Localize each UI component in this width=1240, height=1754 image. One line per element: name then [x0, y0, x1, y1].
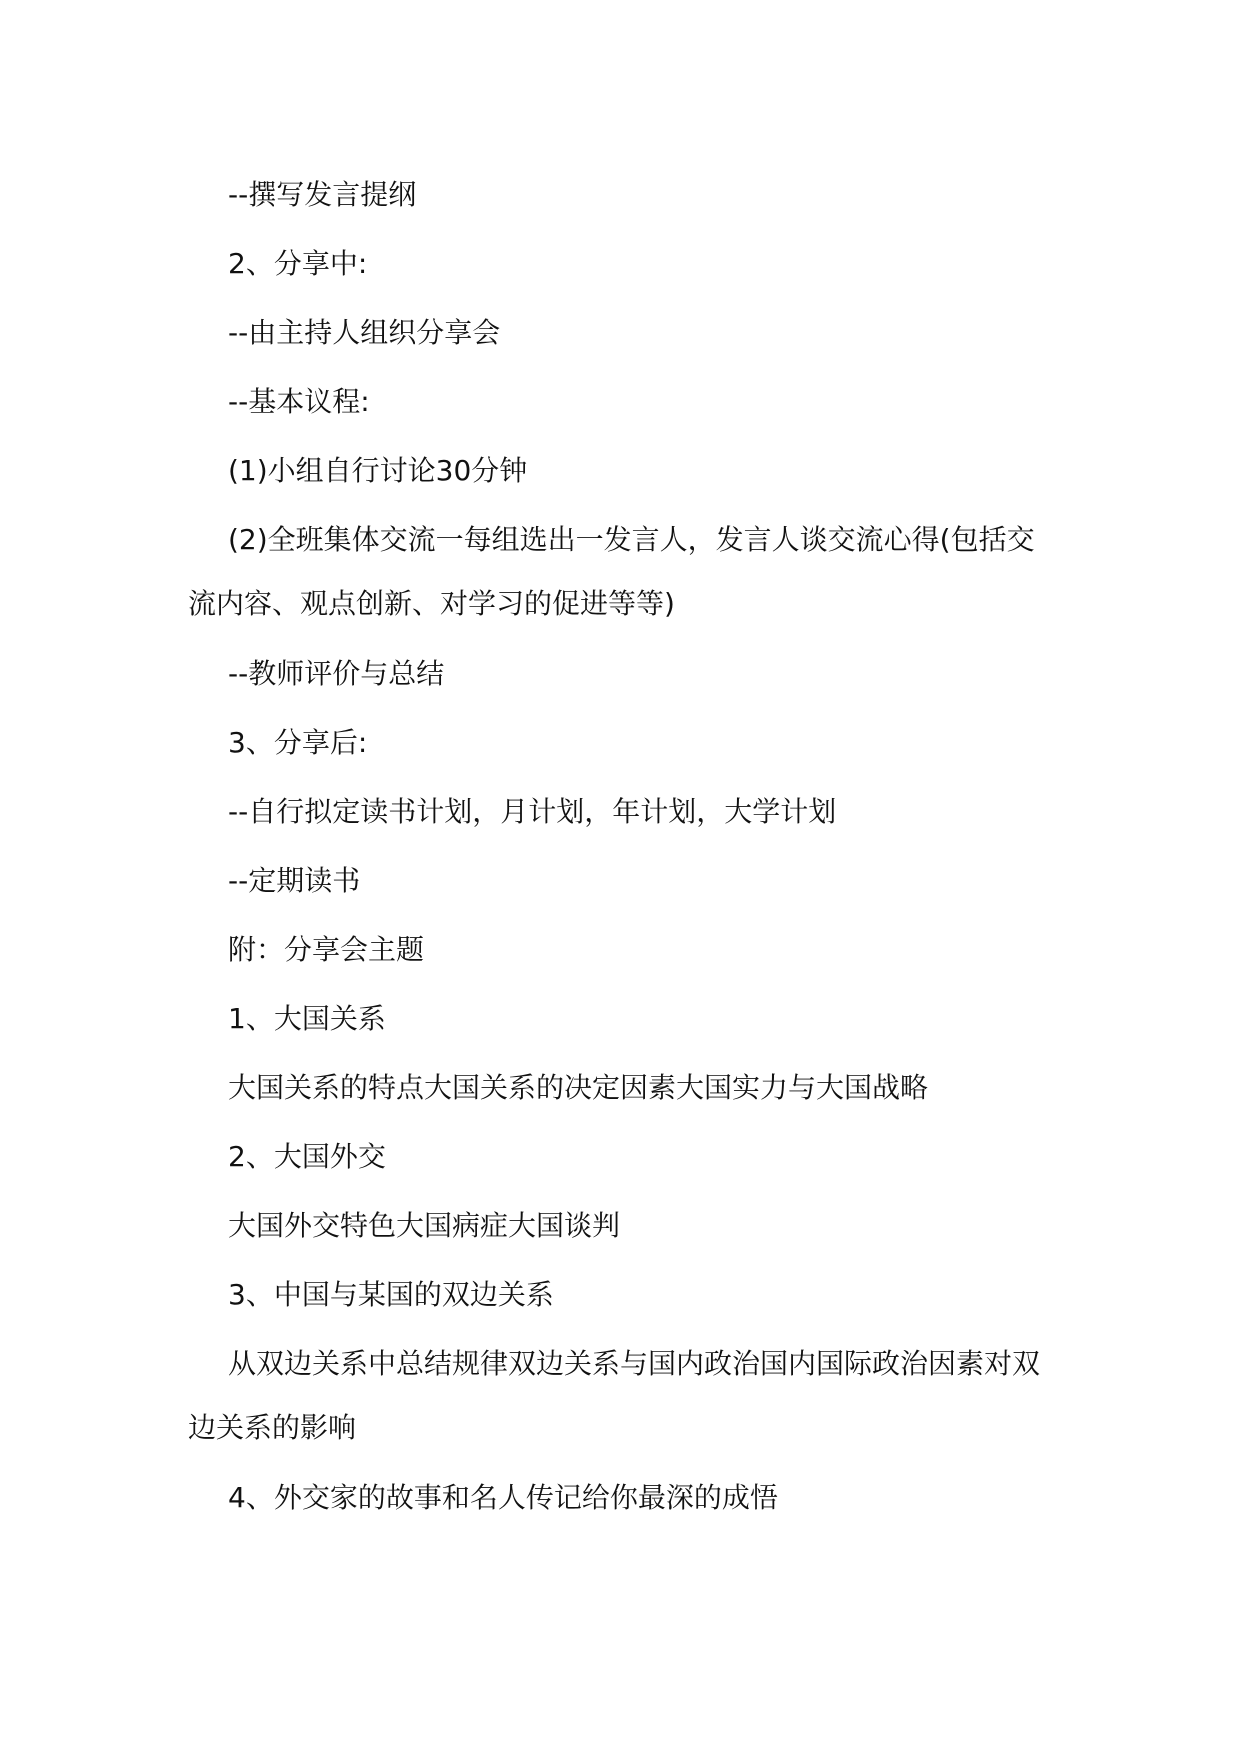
paragraph-reading-plan: --自行拟定读书计划，月计划，年计划，大学计划	[228, 795, 837, 828]
heading-appendix-topics: 附：分享会主题	[228, 933, 425, 966]
paragraph-agenda-item-2: (2)全班集体交流一每组选出一发言人，发言人谈交流心得(包括交流内容、观点创新、对学习的促进等等)	[188, 523, 1035, 620]
paragraph-regular-reading: --定期读书	[228, 864, 361, 897]
heading-topic-3: 3、中国与某国的双边关系	[228, 1278, 554, 1311]
paragraph-topic-3-detail: 从双边关系中总结规律双边关系与国内政治国内国际政治因素对双边关系的影响	[188, 1347, 1041, 1444]
heading-topic-4: 4、外交家的故事和名人传记给你最深的成悟	[228, 1481, 778, 1514]
heading-after-sharing: 3、分享后:	[228, 726, 368, 759]
paragraph-topic-2-detail: 大国外交特色大国病症大国谈判	[228, 1209, 621, 1242]
paragraph-host: --由主持人组织分享会	[228, 316, 501, 349]
paragraph-agenda: --基本议程:	[228, 385, 370, 418]
paragraph-agenda-item-1: (1)小组自行讨论30分钟	[228, 454, 528, 487]
heading-topic-2: 2、大国外交	[228, 1140, 386, 1173]
paragraph-topic-1-detail: 大国关系的特点大国关系的决定因素大国实力与大国战略	[228, 1071, 929, 1104]
heading-during-sharing: 2、分享中:	[228, 247, 368, 280]
heading-topic-1: 1、大国关系	[228, 1002, 386, 1035]
paragraph-teacher-review: --教师评价与总结	[228, 657, 445, 690]
paragraph-outline: --撰写发言提纲	[228, 178, 417, 211]
